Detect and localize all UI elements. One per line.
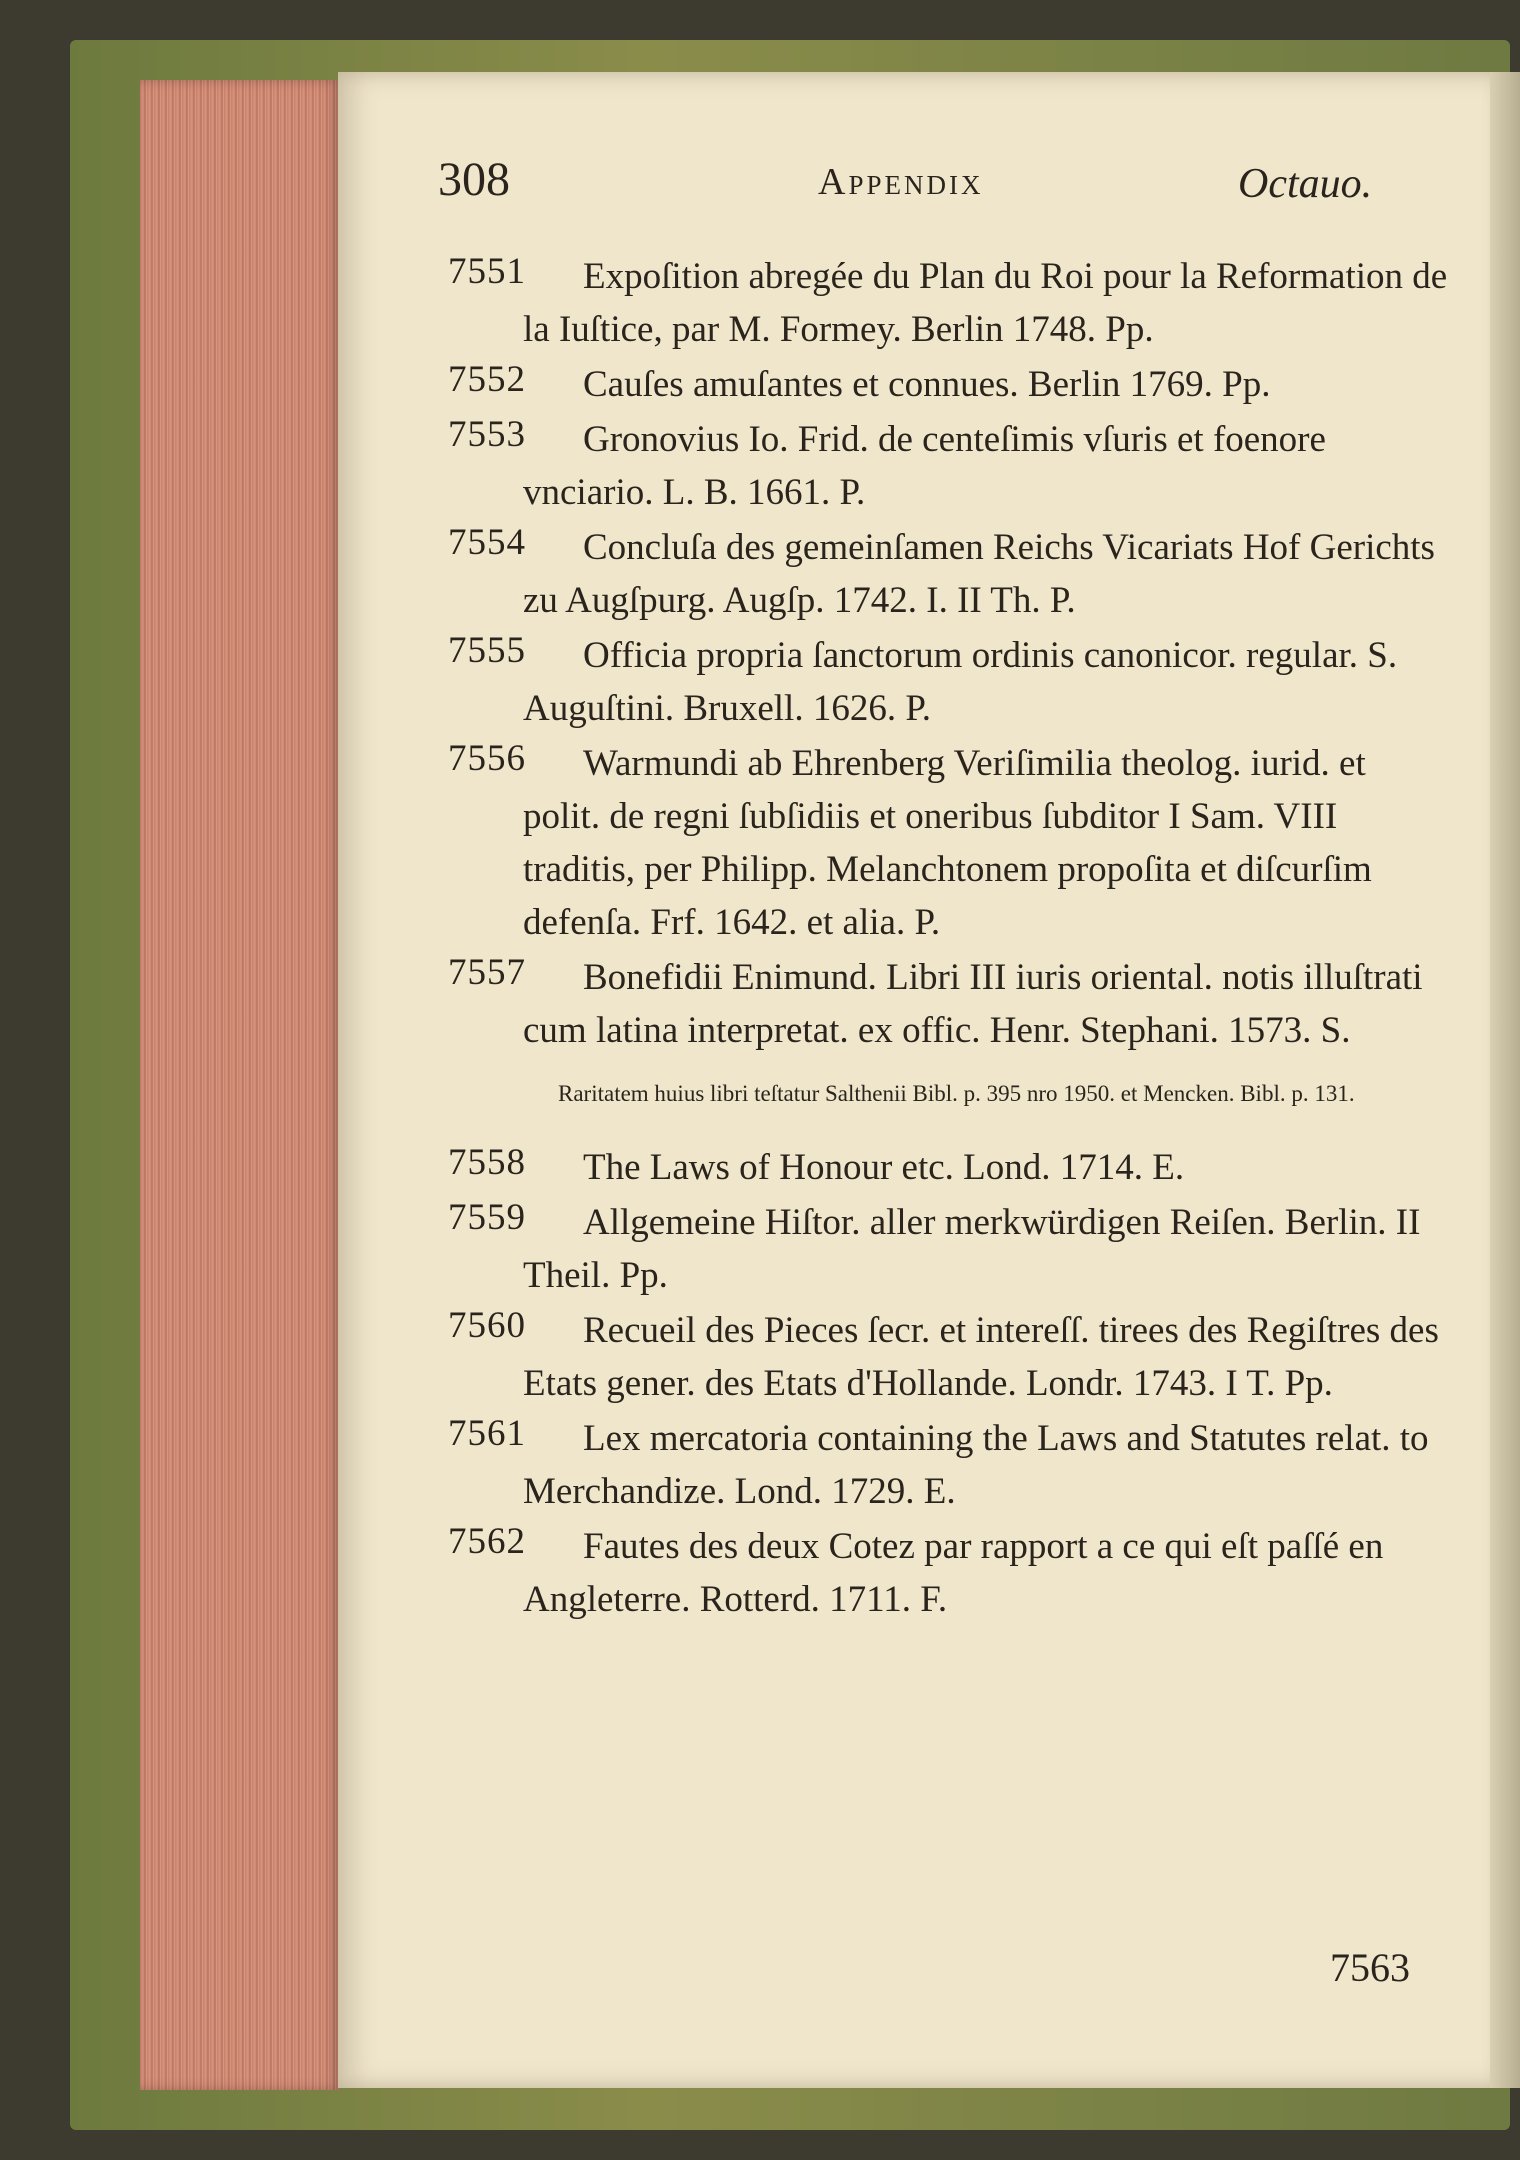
entry-text: Fautes des deux Cotez par rapport a ce qui eſt paſſé en Angleterre. Rotterd. 1711. F. [523, 1526, 1384, 1620]
catalogue-entry [448, 521, 1448, 627]
entry-number: 7560 [448, 1305, 526, 1346]
entry-number: 7558 [448, 1142, 526, 1183]
entry-number: 7554 [448, 522, 526, 563]
entry-note: Raritatem huius libri teſtatur Salthenii Bibl. p. 395 nro 1950. et Mencken. Bibl. p. 131. [558, 1081, 1355, 1106]
entry-number: 7551 [448, 251, 526, 292]
catalogue-entry [448, 951, 1448, 1119]
entry-text: Concluſa des gemeinſamen Reichs Vicariats Hof Gerichts zu Augſpurg. Augſp. 1742. I. II Th. P. [523, 527, 1435, 621]
entry-text: Allgemeine Hiſtor. aller merkwürdigen Reiſen. Berlin. II Theil. Pp. [523, 1202, 1421, 1296]
catalogue-entry [448, 1304, 1448, 1410]
entry-text: Gronovius Io. Frid. de centeſimis vſuris et foenore vnciario. L. B. 1661. P. [523, 419, 1326, 513]
entry-number: 7557 [448, 952, 526, 993]
catalogue-entry [448, 358, 1448, 411]
catalogue-entry [448, 1412, 1448, 1518]
page-edges [140, 80, 340, 2090]
catchword: 7563 [1330, 1945, 1410, 1990]
entry-text: Cauſes amuſantes et connues. Berlin 1769. Pp. [583, 364, 1271, 405]
entry-text: Expoſition abregée du Plan du Roi pour la Reformation de la Iuſtice, par M. Formey. Berlin 1748. Pp. [523, 256, 1448, 350]
right-page-fold [1490, 72, 1520, 2088]
entry-number: 7562 [448, 1521, 526, 1562]
book-page [338, 72, 1500, 2088]
entry-number: 7559 [448, 1197, 526, 1238]
entry-number: 7561 [448, 1413, 526, 1454]
catalogue-entry [448, 1520, 1448, 1626]
entry-number: 7556 [448, 738, 526, 779]
entry-text: The Laws of Honour etc. Lond. 1714. E. [583, 1147, 1185, 1188]
entry-number: 7553 [448, 414, 526, 455]
running-title: Appendix [818, 161, 984, 203]
catalogue-entry [448, 737, 1448, 949]
entry-text: Lex mercatoria containing the Laws and Statutes relat. to Merchandize. Lond. 1729. E. [523, 1418, 1429, 1512]
catalogue-entry [448, 629, 1448, 735]
catalogue-entry [448, 413, 1448, 519]
catalogue-entries [448, 250, 1448, 1628]
entry-number: 7555 [448, 630, 526, 671]
entry-text: Warmundi ab Ehrenberg Veriſimilia theolog. iurid. et polit. de regni ſubſidiis et oneribus ſubditor I Sam. VIII traditis, per Philipp. Melanchtonem propoſita et diſcurſim defenſa. Frf. 1642. et alia. P. [523, 743, 1372, 943]
section-title: Octauo. [1238, 161, 1373, 207]
entry-text: Recueil des Pieces ſecr. et intereſſ. tirees des Regiſtres des Etats gener. des Etats d'Hollande. Londr. 1743. I T. Pp. [523, 1310, 1439, 1404]
entry-text: Officia propria ſanctorum ordinis canonicor. regular. S. Auguſtini. Bruxell. 1626. P. [523, 635, 1398, 729]
page-number: 308 [438, 153, 510, 206]
catalogue-entry [448, 1196, 1448, 1302]
entry-number: 7552 [448, 359, 526, 400]
page-header [338, 152, 1500, 222]
catalogue-entry [448, 1141, 1448, 1194]
entry-text: Bonefidii Enimund. Libri III iuris oriental. notis illuſtrati cum latina interpretat. ex offic. Henr. Stephani. 1573. S. [523, 957, 1423, 1051]
catalogue-entry [448, 250, 1448, 356]
